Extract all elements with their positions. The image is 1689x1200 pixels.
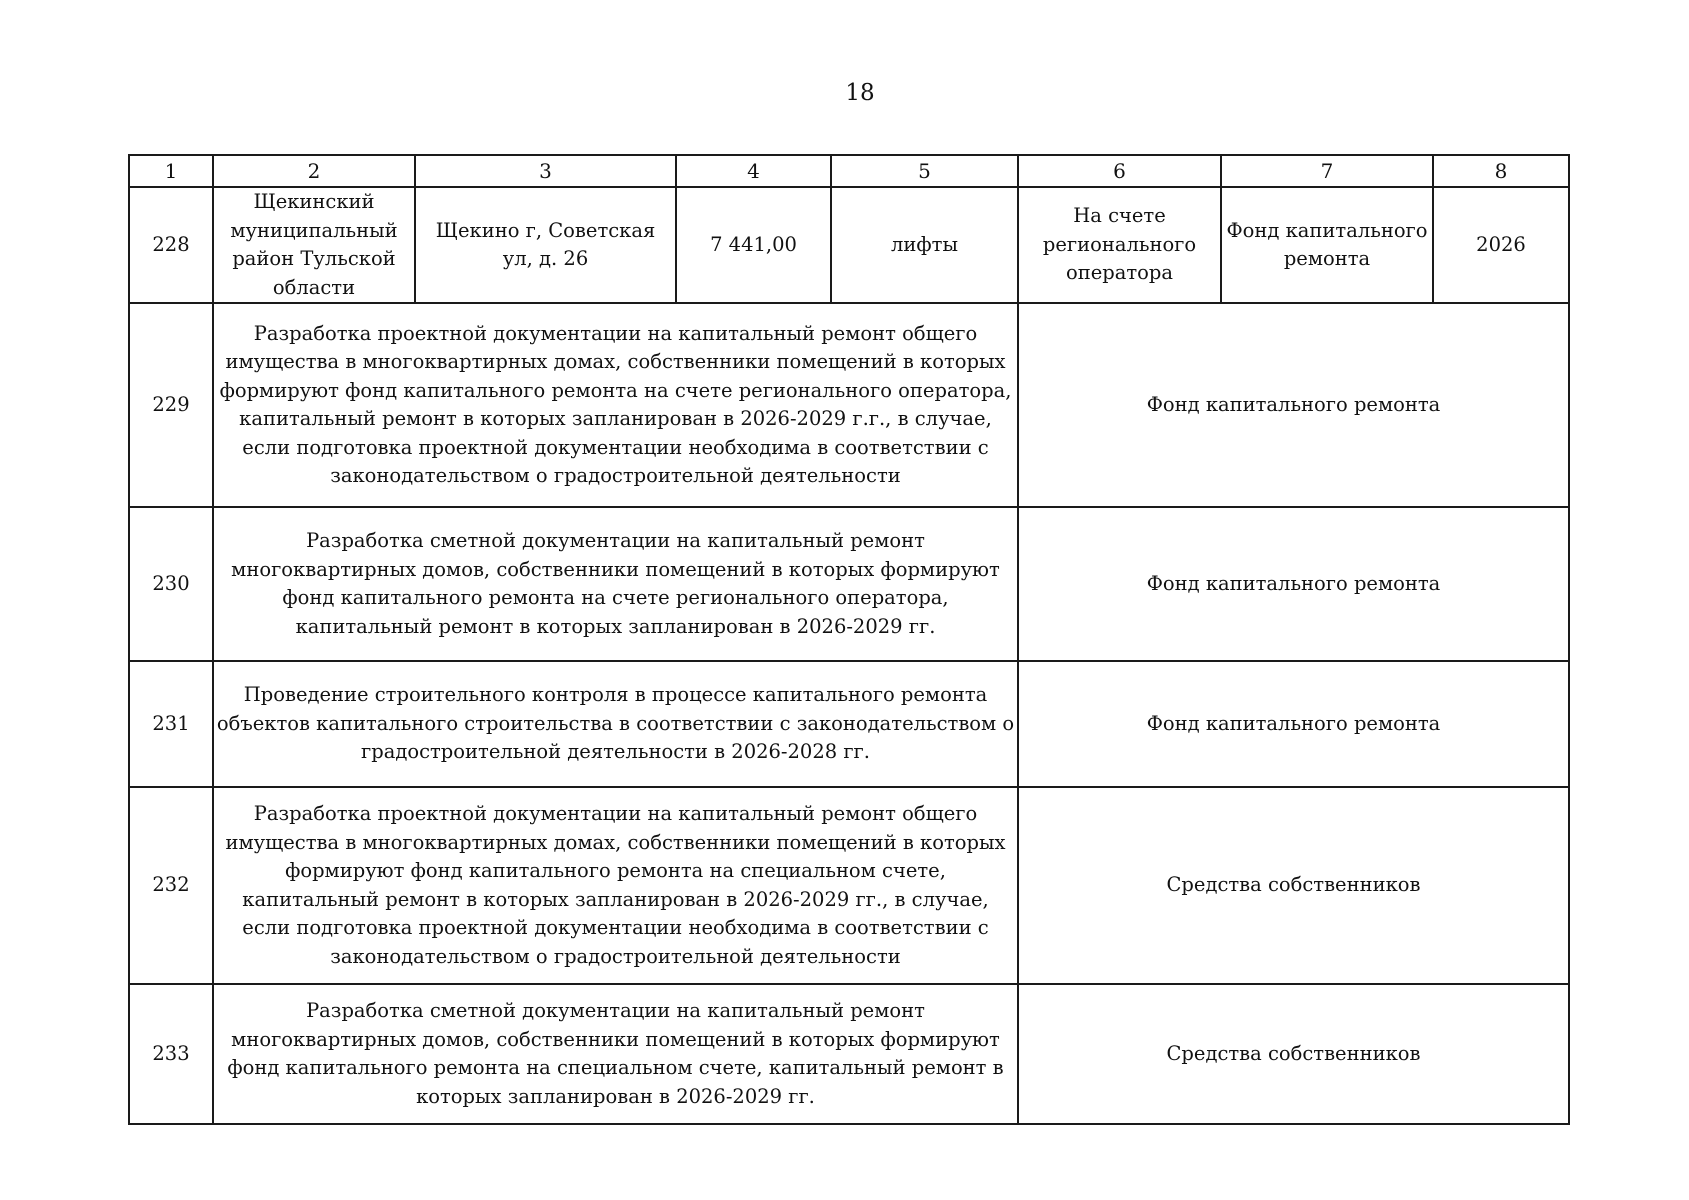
table-row (129, 303, 1569, 507)
column-header: 4 (676, 155, 831, 187)
description-cell: Разработка сметной документации на капитальный ремонт многоквартирных домов, собственники помещений в которых формируют фонд капитального ремонта на счете регионального оператора, капитальный ремонт в которых запланирован в 2026-2029 гг. (213, 507, 1018, 661)
document-table (128, 154, 1570, 1125)
column-header: 2 (213, 155, 415, 187)
work-type-cell: лифты (831, 187, 1018, 303)
year-cell: 2026 (1433, 187, 1569, 303)
column-header: 6 (1018, 155, 1221, 187)
area-cell: 7 441,00 (676, 187, 831, 303)
description-cell: Проведение строительного контроля в процессе капитального ремонта объектов капитального строительства в соответствии с законодательством о градостроительной деятельности в 2026-2028 гг. (213, 661, 1018, 787)
account-cell: На счете регионального оператора (1018, 187, 1221, 303)
column-header: 3 (415, 155, 676, 187)
description-cell: Разработка проектной документации на капитальный ремонт общего имущества в многоквартирных домах, собственники помещений в которых формируют фонд капитального ремонта на специальном счете, капитальный ремонт в которых запланирован в 2026-2029 гг., в случае, если подготовка проектной документации необходима в соответствии с законодательством о градостроительной деятельности (213, 787, 1018, 984)
funding-source-cell: Фонд капитального ремонта (1018, 507, 1569, 661)
funding-source-cell: Фонд капитального ремонта (1018, 661, 1569, 787)
page-number: 18 (845, 80, 875, 106)
row-number: 230 (129, 507, 213, 661)
table-row (129, 187, 1569, 303)
funding-source-cell: Средства собственников (1018, 787, 1569, 984)
funding-source-cell: Фонд капитального ремонта (1221, 187, 1433, 303)
table-row (129, 507, 1569, 661)
row-number: 232 (129, 787, 213, 984)
column-header-row (129, 155, 1569, 187)
funding-source-cell: Фонд капитального ремонта (1018, 303, 1569, 507)
column-header: 7 (1221, 155, 1433, 187)
table-row (129, 787, 1569, 984)
table-row (129, 661, 1569, 787)
row-number: 228 (129, 187, 213, 303)
column-header: 5 (831, 155, 1018, 187)
funding-source-cell: Средства собственников (1018, 984, 1569, 1124)
column-header: 1 (129, 155, 213, 187)
description-cell: Разработка проектной документации на капитальный ремонт общего имущества в многоквартирных домах, собственники помещений в которых формируют фонд капитального ремонта на счете регионального оператора, капитальный ремонт в которых запланирован в 2026-2029 г.г., в случае, если подготовка проектной документации необходима в соответствии с законодательством о градостроительной деятельности (213, 303, 1018, 507)
row-number: 233 (129, 984, 213, 1124)
municipality-cell: Щекинский муниципальный район Тульской области (213, 187, 415, 303)
address-cell: Щекино г, Советская ул, д. 26 (415, 187, 676, 303)
row-number: 229 (129, 303, 213, 507)
column-header: 8 (1433, 155, 1569, 187)
row-number: 231 (129, 661, 213, 787)
table-row (129, 984, 1569, 1124)
description-cell: Разработка сметной документации на капитальный ремонт многоквартирных домов, собственники помещений в которых формируют фонд капитального ремонта на специальном счете, капитальный ремонт в которых запланирован в 2026-2029 гг. (213, 984, 1018, 1124)
